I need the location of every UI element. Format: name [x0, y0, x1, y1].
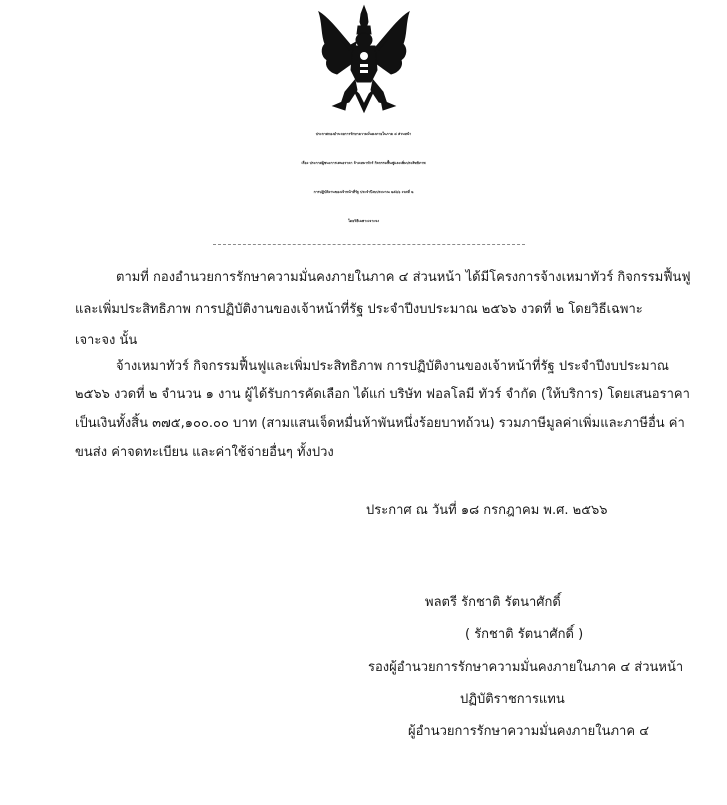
paragraph2-line2: ๒๕๖๖ งวดที่ ๒ จำนวน ๑ งาน ผู้ได้รับการคัดเลือก ได้แก่ บริษัท ฟอลโลมี ทัวร์ จำกัด (ให้บริการ) โดยเสนอราคา	[75, 387, 690, 402]
paragraph2-line3: เป็นเงินทั้งสิ้น ๓๗๕,๑๐๐.๐๐ บาท (สามแสนเจ็ดหมื่นห้าพันหนึ่งร้อยบาทถ้วน) รวมภาษีมูลค่าเพิ่มและภาษีอื่น ค่า	[75, 416, 685, 431]
separator-line	[213, 244, 525, 245]
procurement-method: โดยวิธีเฉพาะเจาะจง	[348, 219, 379, 223]
signer-name: พลตรี รักชาติ รัตนาศักดิ์	[425, 595, 561, 610]
paragraph2-line4: ขนส่ง ค่าจดทะเบียน และค่าใช้จ่ายอื่นๆ ทั้งปวง	[75, 445, 334, 460]
announcement-date: ประกาศ ณ วันที่ ๑๘ กรกฎาคม พ.ศ. ๒๕๖๖	[366, 503, 608, 518]
signer-name-parenthesized: ( รักชาติ รัตนาศักดิ์ )	[465, 627, 584, 642]
paragraph1-line2: และเพิ่มประสิทธิภาพ การปฏิบัติงานของเจ้าหน้าที่รัฐ ประจำปีงบประมาณ ๒๕๖๖ งวดที่ ๒ โดยวิธีเฉพาะ	[75, 302, 643, 317]
signer-position: รองผู้อำนวยการรักษาความมั่นคงภายในภาค ๔ ส่วนหน้า	[368, 660, 684, 675]
paragraph2-line1: จ้างเหมาทัวร์ กิจกรรมฟื้นฟูและเพิ่มประสิทธิภาพ การปฏิบัติงานของเจ้าหน้าที่รัฐ ประจำปีงบประมาณ	[116, 359, 669, 374]
announcement-title: ประกาศกองอำนวยการรักษาความมั่นคงภายในภาค ๔ ส่วนหน้า	[315, 132, 412, 136]
garuda-emblem-icon	[311, 4, 417, 116]
director-position: ผู้อำนวยการรักษาความมั่นคงภายในภาค ๔	[408, 724, 650, 739]
signer-acting-for: ปฏิบัติราชการแทน	[460, 692, 565, 707]
paragraph1-line1: ตามที่ กองอำนวยการรักษาความมั่นคงภายในภาค ๔ ส่วนหน้า ได้มีโครงการจ้างเหมาทัวร์ กิจกรรมฟื้นฟู	[116, 270, 691, 285]
subject-line: เรื่อง ประกาศผู้ชนะการเสนอราคา จ้างเหมาทัวร์ กิจกรรมฟื้นฟูและเพิ่มประสิทธิภาพ	[301, 161, 426, 165]
subject-line-2: การปฏิบัติงานของเจ้าหน้าที่รัฐ ประจำปีงบประมาณ ๒๕๖๖ งวดที่ ๒	[313, 190, 414, 194]
paragraph1-line3: เจาะจง นั้น	[75, 333, 138, 348]
